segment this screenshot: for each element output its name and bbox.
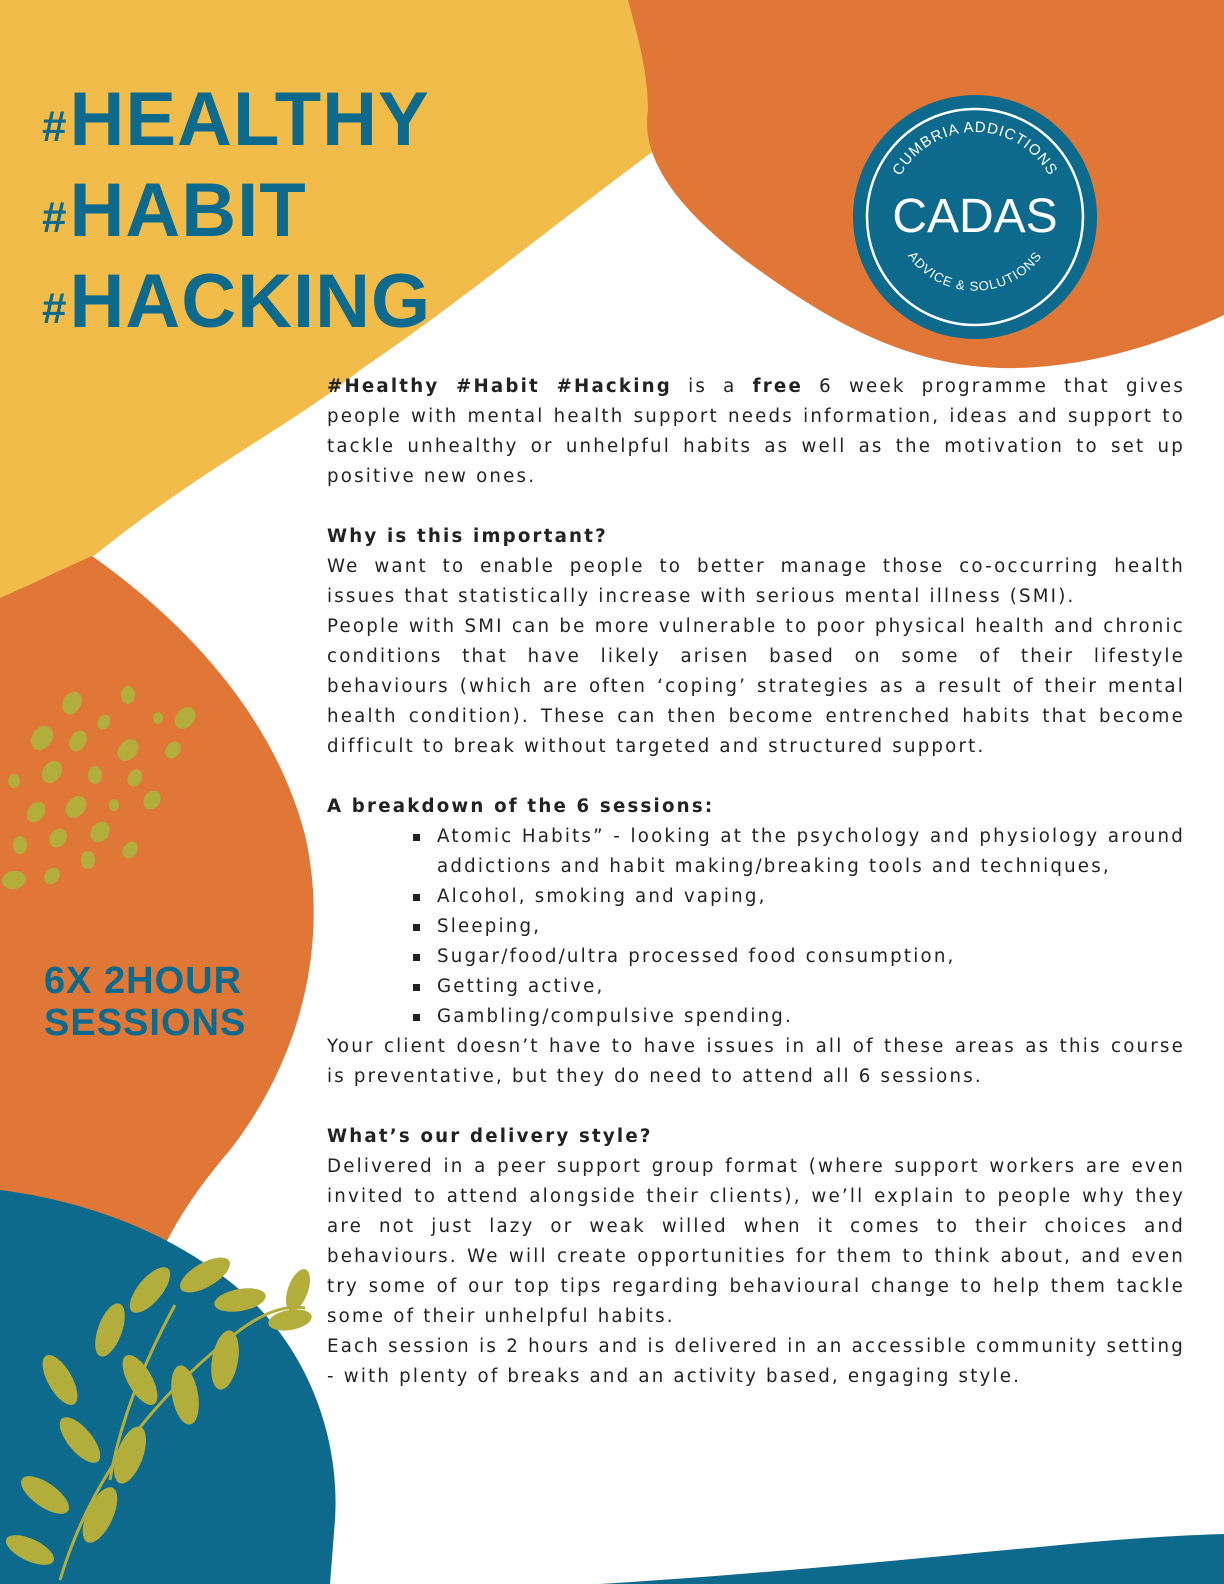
cadas-logo bbox=[852, 94, 1098, 340]
title-line-healthy: #HEALTHY bbox=[42, 77, 430, 162]
why-paragraph-1: We want to enable people to better manage those co-occurring health issues that statistically increase with serious mental illness (SMI). bbox=[327, 556, 1185, 607]
sessions-tag: 6X 2HOUR SESSIONS bbox=[44, 960, 247, 1044]
list-item: Alcohol, smoking and vaping, bbox=[437, 882, 1185, 912]
logo-name: CADAS bbox=[892, 190, 1058, 243]
logo-bottom-arc-text: ADVICE & SOLUTIONS bbox=[905, 248, 1045, 294]
list-item: Sleeping, bbox=[437, 912, 1185, 942]
teal-wave-bottom-right bbox=[600, 1534, 1224, 1584]
body-text bbox=[327, 372, 1185, 1392]
intro-paragraph: #Healthy #Habit #Hacking is a free 6 week programme that gives people with mental health support needs information, ideas and support to tackle unhealthy or unhelpful habits as well as the motivation to set up positive new ones. bbox=[327, 376, 1185, 487]
list-item: Getting active, bbox=[437, 972, 1185, 1002]
title-line-habit: #HABIT bbox=[42, 168, 307, 253]
list-item: Sugar/food/ultra processed food consumption, bbox=[437, 942, 1185, 972]
title-line-hacking: #HACKING bbox=[42, 259, 432, 344]
orange-blob-left bbox=[0, 556, 314, 1245]
breakdown-heading: A breakdown of the 6 sessions: bbox=[327, 796, 715, 817]
delivery-heading: What’s our delivery style? bbox=[327, 1126, 653, 1147]
session-list bbox=[327, 822, 1185, 1032]
why-paragraph-2: People with SMI can be more vulnerable to poor physical health and chronic conditions that have likely arisen based on some of their lifestyle behaviours (which are often ‘coping’ strategies as a result of their mental health condition). These can then become entrenched habits that become difficult to break without targeted and structured support. bbox=[327, 616, 1185, 757]
list-item: Gambling/compulsive spending. bbox=[437, 1002, 1185, 1032]
breakdown-note: Your client doesn’t have to have issues in all of these areas as this course is preventative, but they do need to attend all 6 sessions. bbox=[327, 1036, 1185, 1087]
list-item: Atomic Habits” - looking at the psychology and physiology around addictions and habit making/breaking tools and techniques, bbox=[437, 822, 1185, 882]
delivery-paragraph-2: Each session is 2 hours and is delivered in an accessible community setting - with plenty of breaks and an activity based, engaging style. bbox=[327, 1336, 1185, 1387]
page-title bbox=[42, 78, 431, 351]
logo-top-arc-text: CUMBRIA ADDICTIONS bbox=[889, 118, 1061, 179]
why-heading: Why is this important? bbox=[327, 526, 608, 547]
delivery-paragraph-1: Delivered in a peer support group format (where support workers are even invited to attend alongside their clients), we’ll explain to people why they are not just lazy or weak willed when it comes to their choices and behaviours. We will create opportunities for them to think about, and even try some of our top tips regarding behavioural change to help them tackle some of their unhelpful habits. bbox=[327, 1156, 1185, 1327]
